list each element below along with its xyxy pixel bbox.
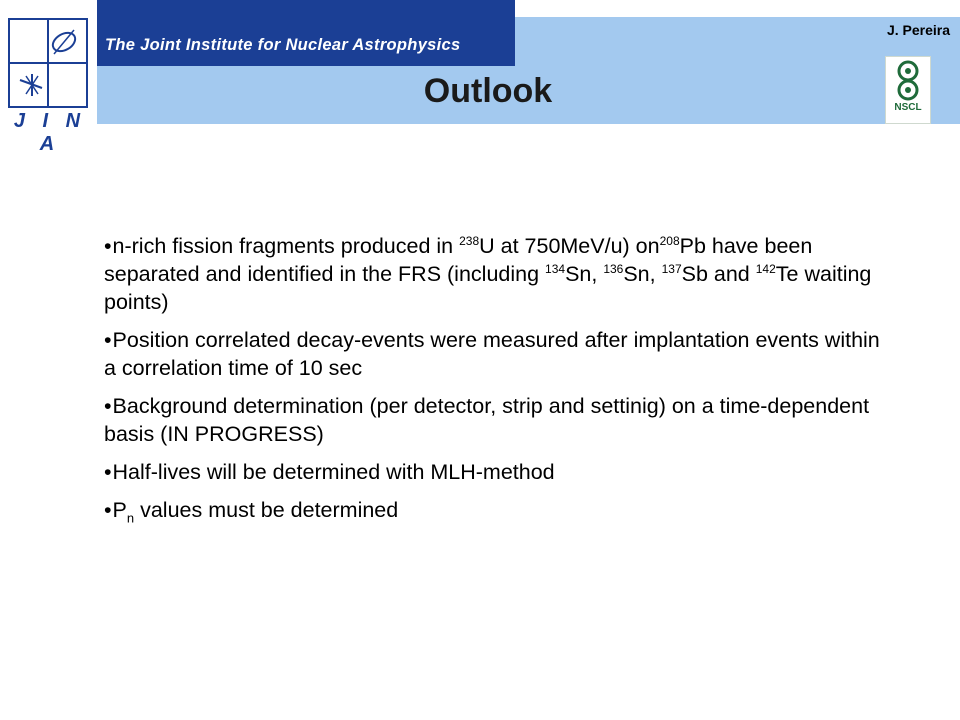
bullet-item: •Half-lives will be determined with MLH-method [104,459,555,484]
bullet-list [104,233,894,534]
author-name: J. Pereira [886,22,950,38]
institute-title: The Joint Institute for Nuclear Astrophysics [105,36,461,54]
bullet-item: •Position correlated decay-events were measured after implantation events within a correlation time of 10 sec [104,327,880,380]
bullet-item: •n-rich fission fragments produced in $^{238}$U at 750MeV/u) $on^{208}Pb$ have been separated and identified in the FRS (including $^{134}$Sn, $^{136}$Sn, $^{137}$Sb and $^{142}$Te waiting points) [104,233,872,314]
nscl-swirl-icon [886,57,930,101]
jina-logo [8,18,88,155]
slide-title: Outlook [423,72,553,110]
jina-logo-text: J I N A [13,110,87,155]
bullet-item: $•P_n$ values must be determined [104,497,399,525]
bullet-item: •Background determination (per detector, strip and settinig) on a time-dependent basis (IN PROGRESS) [104,393,870,446]
institute-title-bar [97,0,515,66]
nscl-logo [885,56,931,124]
nscl-logo-text: NSCL [894,102,922,113]
jina-emblem-icon [8,18,88,110]
